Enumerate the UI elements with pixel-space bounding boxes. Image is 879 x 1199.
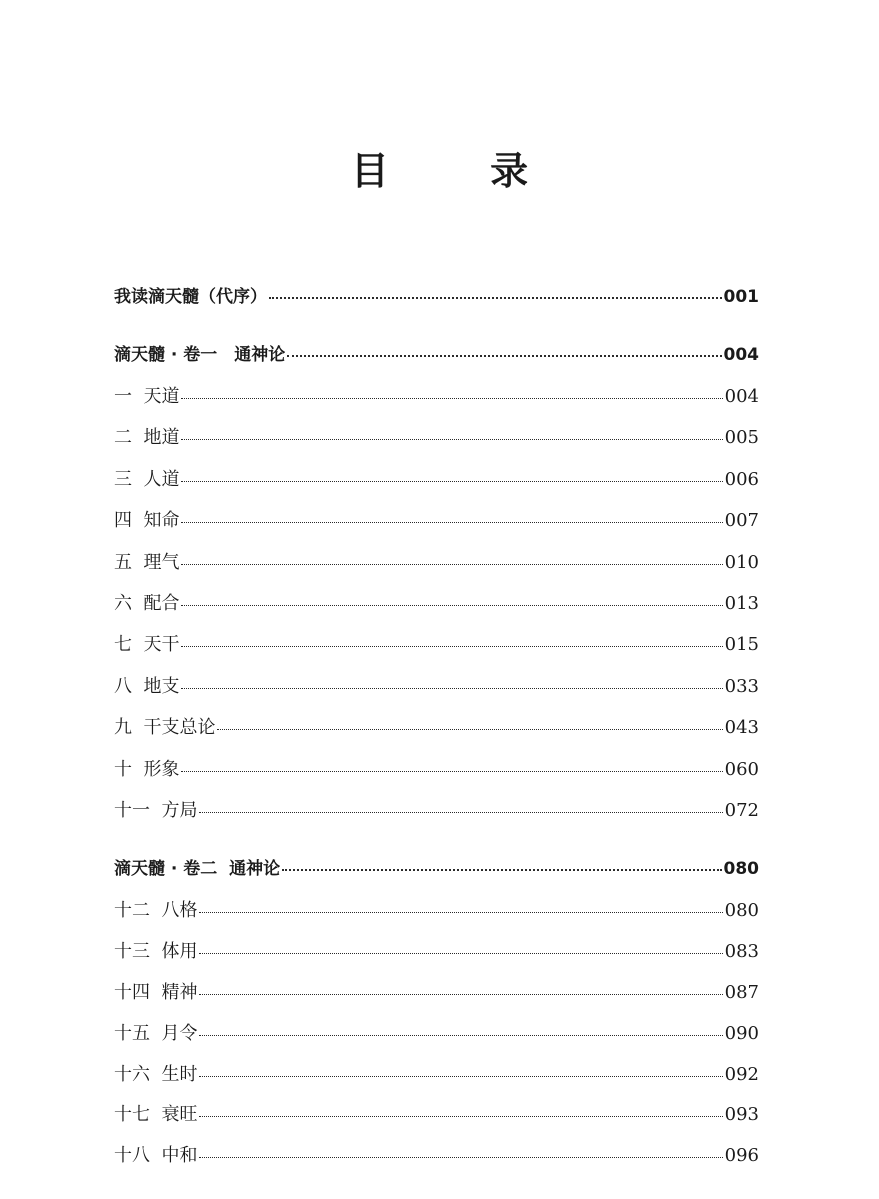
toc-page-number: 093 [724, 1104, 759, 1125]
toc-label: 五 理气 [114, 552, 180, 573]
toc-label: 十三 体用 [114, 941, 198, 962]
dot-leader [181, 605, 722, 606]
toc-section[interactable] [114, 341, 759, 369]
toc-label: 滴天髓 · 卷二 通神论 [114, 859, 281, 879]
toc-entry[interactable] [114, 507, 759, 535]
toc-entry[interactable] [114, 797, 759, 825]
dot-leader [181, 771, 722, 772]
toc-entry[interactable] [114, 424, 759, 452]
toc-entry[interactable] [114, 756, 759, 784]
page-title: 目 录 [350, 148, 573, 193]
dot-leader [199, 812, 722, 813]
toc-page-number: 010 [724, 552, 759, 573]
toc-page-number: 072 [724, 800, 759, 821]
toc-label: 二 地道 [114, 427, 180, 448]
dot-leader [181, 646, 722, 647]
toc-label: 四 知命 [114, 510, 180, 531]
dot-leader [287, 355, 721, 357]
dot-leader [181, 522, 722, 523]
dot-leader [181, 481, 722, 482]
dot-leader [199, 1157, 722, 1158]
toc-page-number: 033 [724, 676, 759, 697]
toc-entry[interactable] [114, 1020, 759, 1048]
toc-label: 九 干支总论 [114, 717, 216, 738]
toc-entry[interactable] [114, 1142, 759, 1170]
toc-page-number: 007 [724, 510, 759, 531]
dot-leader [199, 1076, 722, 1077]
toc-page-number: 090 [724, 1023, 759, 1044]
toc-section[interactable] [114, 855, 759, 883]
dot-leader [269, 297, 722, 299]
toc-page-number: 004 [723, 345, 759, 365]
toc-label: 十二 八格 [114, 900, 198, 921]
dot-leader [181, 564, 722, 565]
toc-page-number: 013 [724, 593, 759, 614]
toc-page-number: 092 [724, 1064, 759, 1085]
toc-entry[interactable] [114, 714, 759, 742]
dot-leader [181, 398, 722, 399]
toc-label: 我读滴天髓（代序） [114, 287, 267, 307]
toc-label: 一 天道 [114, 386, 180, 407]
toc-entry[interactable] [114, 938, 759, 966]
toc-page-number: 043 [724, 717, 759, 738]
toc-entry[interactable] [114, 631, 759, 659]
toc-label: 八 地支 [114, 676, 180, 697]
dot-leader [199, 994, 722, 995]
toc-label: 十四 精神 [114, 982, 198, 1003]
toc-page-number: 004 [724, 386, 759, 407]
toc-label: 滴天髓 · 卷一 通神论 [114, 345, 286, 365]
toc-entry[interactable] [114, 549, 759, 577]
toc-page-number: 087 [724, 982, 759, 1003]
toc-label: 七 天干 [114, 634, 180, 655]
toc-page-number: 080 [723, 859, 759, 879]
toc-page-number: 096 [724, 1145, 759, 1166]
toc-label: 十八 中和 [114, 1145, 198, 1166]
toc-entry[interactable] [114, 1101, 759, 1129]
toc-entry[interactable] [114, 1061, 759, 1089]
toc-page-number: 083 [724, 941, 759, 962]
dot-leader [217, 729, 722, 730]
toc-entry[interactable] [114, 383, 759, 411]
dot-leader [181, 439, 722, 440]
toc-page-number: 001 [723, 287, 759, 307]
dot-leader [181, 688, 722, 689]
toc-label: 十 形象 [114, 759, 180, 780]
dot-leader [199, 953, 722, 954]
toc-section[interactable] [114, 283, 759, 311]
toc-entry[interactable] [114, 673, 759, 701]
dot-leader [199, 1116, 722, 1117]
toc-entry[interactable] [114, 466, 759, 494]
toc-label: 六 配合 [114, 593, 180, 614]
toc-entry[interactable] [114, 590, 759, 618]
dot-leader [199, 912, 722, 913]
toc-page-number: 060 [724, 759, 759, 780]
toc-page-number: 080 [724, 900, 759, 921]
toc-label: 三 人道 [114, 469, 180, 490]
toc-page-number: 005 [724, 427, 759, 448]
toc-label: 十五 月令 [114, 1023, 198, 1044]
toc-entry[interactable] [114, 897, 759, 925]
toc-label: 十七 衰旺 [114, 1104, 198, 1125]
toc-page-number: 015 [724, 634, 759, 655]
toc-entry[interactable] [114, 979, 759, 1007]
toc-label: 十六 生时 [114, 1064, 198, 1085]
toc-page-number: 006 [724, 469, 759, 490]
toc-label: 十一 方局 [114, 800, 198, 821]
dot-leader [199, 1035, 722, 1036]
dot-leader [282, 869, 721, 871]
